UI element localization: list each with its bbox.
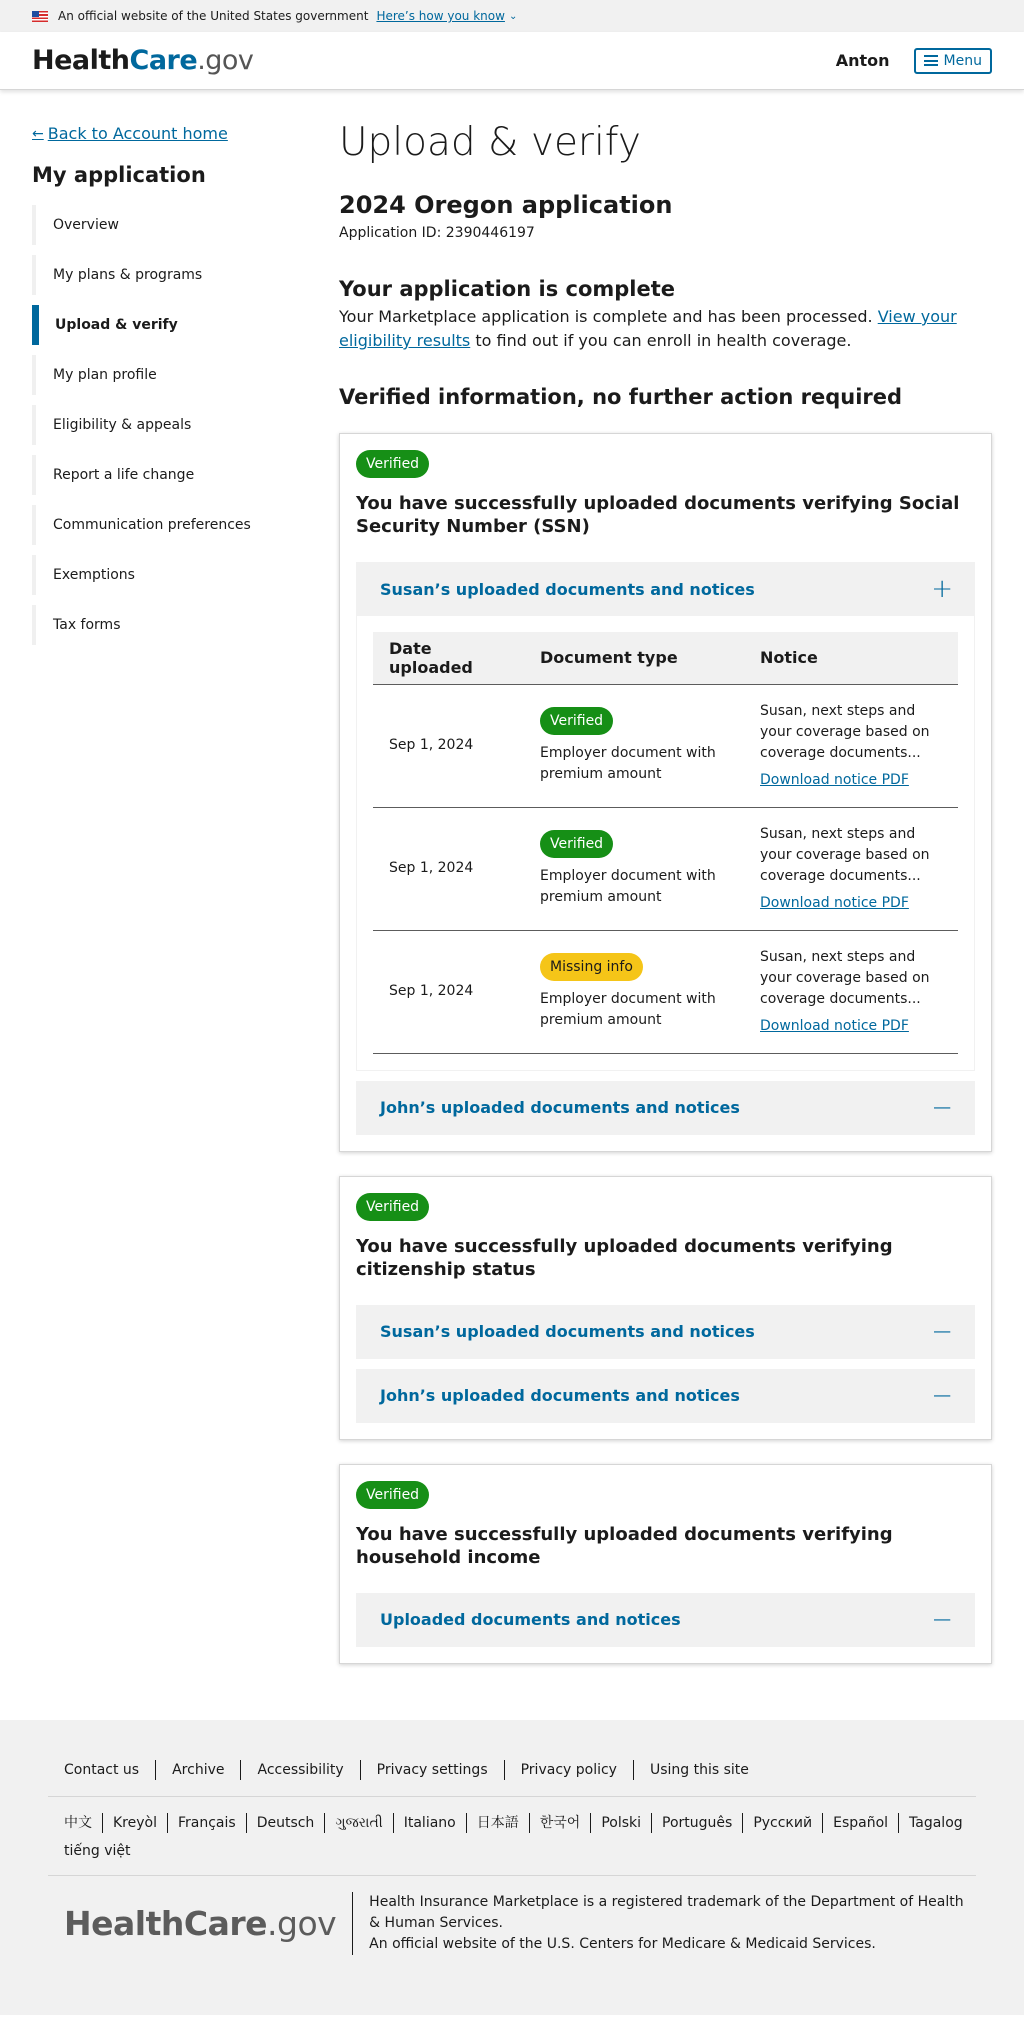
status-badge: Verified: [356, 1481, 429, 1509]
healthcare-logo[interactable]: HealthCare.gov: [32, 45, 254, 76]
download-notice-link[interactable]: Download notice PDF: [760, 894, 909, 911]
status-badge: Verified: [356, 450, 429, 478]
john-documents-accordion[interactable]: John’s uploaded documents and notices −: [356, 1369, 975, 1423]
plus-icon: +: [931, 574, 953, 604]
status-badge: Verified: [540, 707, 613, 735]
susan-documents-accordion[interactable]: Susan’s uploaded documents and notices +: [356, 562, 975, 616]
table-row: [373, 930, 958, 1053]
gov-banner-text: An official website of the United States government: [58, 9, 369, 23]
main-content: [339, 90, 992, 1664]
trademark-text: Health Insurance Marketplace is a registered trademark of the Department of Health & Human Services.: [369, 1893, 964, 1931]
official-site-text: An official website of the U.S. Centers for Medicare & Medicaid Services.: [369, 1935, 876, 1952]
arrow-left-icon: ←: [32, 125, 44, 142]
column-date-uploaded: Date uploaded: [373, 632, 524, 684]
status-badge: Verified: [540, 830, 613, 858]
sidebar-nav: [32, 205, 304, 645]
minus-icon: −: [931, 1604, 953, 1635]
chevron-down-icon[interactable]: ⌄: [508, 10, 518, 22]
uploaded-documents-accordion[interactable]: Uploaded documents and notices −: [356, 1593, 975, 1647]
footer-links: [48, 1760, 976, 1797]
sidebar: [32, 90, 304, 1664]
minus-icon: −: [931, 1092, 953, 1123]
application-title: 2024 Oregon application: [339, 191, 673, 219]
footer-legal-text: [352, 1892, 976, 1955]
sidebar-item-communication-preferences[interactable]: Communication preferences: [32, 505, 304, 545]
document-type-text: Employer document with premium amount: [540, 744, 716, 782]
minus-icon: −: [931, 1380, 953, 1411]
sidebar-item-eligibility-appeals[interactable]: Eligibility & appeals: [32, 405, 304, 445]
heres-how-you-know-link[interactable]: Here’s how you know: [376, 9, 505, 23]
language-link[interactable]: Polski: [590, 1813, 651, 1833]
status-badge: Missing info: [540, 953, 643, 981]
footer-link-privacy-settings[interactable]: Privacy settings: [360, 1760, 504, 1780]
citizenship-verification-card: [339, 1176, 992, 1440]
site-footer: [0, 1720, 1024, 2015]
susan-documents-accordion[interactable]: Susan’s uploaded documents and notices −: [356, 1305, 975, 1359]
complete-heading: Your application is complete: [339, 277, 676, 301]
language-link[interactable]: Português: [651, 1813, 742, 1833]
sidebar-item-upload-verify[interactable]: Upload & verify: [32, 305, 304, 345]
language-links: [48, 1797, 976, 1876]
documents-table: [373, 632, 958, 1054]
status-badge: Verified: [356, 1193, 429, 1221]
language-link[interactable]: Kreyòl: [102, 1813, 167, 1833]
footer-link-accessibility[interactable]: Accessibility: [240, 1760, 359, 1780]
language-link[interactable]: Français: [167, 1813, 246, 1833]
language-link[interactable]: 中文: [64, 1814, 92, 1831]
language-link[interactable]: Español: [822, 1813, 898, 1833]
menu-button[interactable]: [914, 48, 992, 74]
eligibility-results-link[interactable]: View your eligibility results: [339, 307, 957, 350]
application-id: Application ID: 2390446197: [339, 225, 535, 241]
language-link[interactable]: 日本語: [466, 1813, 529, 1833]
sidebar-item-plans-programs[interactable]: My plans & programs: [32, 255, 304, 295]
language-link[interactable]: Deutsch: [246, 1813, 325, 1833]
sidebar-item-tax-forms[interactable]: Tax forms: [32, 605, 304, 645]
footer-bottom: [48, 1876, 976, 1955]
sidebar-item-overview[interactable]: Overview: [32, 205, 304, 245]
language-link[interactable]: tiếng việt: [64, 1842, 131, 1859]
card-title: You have successfully uploaded documents verifying citizenship status: [356, 1235, 893, 1280]
table-row: [373, 684, 958, 807]
income-verification-card: [339, 1464, 992, 1664]
notice-text: Susan, next steps and your coverage based on coverage documents...: [760, 825, 930, 884]
language-link[interactable]: Русский: [742, 1813, 822, 1833]
ssn-verification-card: [339, 433, 992, 1152]
sidebar-title: My application: [32, 163, 206, 187]
language-link[interactable]: Italiano: [393, 1813, 466, 1833]
footer-link-privacy-policy[interactable]: Privacy policy: [504, 1760, 633, 1780]
date-cell: Sep 1, 2024: [373, 807, 524, 930]
table-row: [373, 807, 958, 930]
card-title: You have successfully uploaded documents verifying household income: [356, 1523, 893, 1568]
verified-heading: Verified information, no further action required: [339, 385, 903, 409]
sidebar-item-report-life-change[interactable]: Report a life change: [32, 455, 304, 495]
language-link[interactable]: 한국어: [529, 1813, 591, 1833]
download-notice-link[interactable]: Download notice PDF: [760, 1017, 909, 1034]
page-title: Upload & verify: [339, 120, 641, 165]
site-header: [0, 32, 1024, 90]
notice-text: Susan, next steps and your coverage based on coverage documents...: [760, 702, 930, 761]
minus-icon: −: [931, 1316, 953, 1347]
download-notice-link[interactable]: Download notice PDF: [760, 771, 909, 788]
date-cell: Sep 1, 2024: [373, 684, 524, 807]
footer-link-contact[interactable]: Contact us: [64, 1761, 140, 1778]
menu-label: Menu: [943, 52, 982, 69]
complete-text: Your Marketplace application is complete and has been processed. View your eligibility results to find out if you can enroll in health coverage.: [339, 307, 957, 350]
language-link[interactable]: ગુજરાતી: [324, 1813, 392, 1833]
sidebar-item-exemptions[interactable]: Exemptions: [32, 555, 304, 595]
john-documents-accordion[interactable]: John’s uploaded documents and notices −: [356, 1081, 975, 1135]
sidebar-item-plan-profile[interactable]: My plan profile: [32, 355, 304, 395]
date-cell: Sep 1, 2024: [373, 930, 524, 1053]
column-document-type: Document type: [524, 632, 744, 684]
notice-text: Susan, next steps and your coverage based on coverage documents...: [760, 948, 930, 1007]
us-flag-icon: [32, 11, 48, 22]
back-to-account-link[interactable]: ← Back to Account home: [32, 124, 228, 143]
susan-documents-panel: [356, 616, 975, 1071]
column-notice: Notice: [744, 632, 958, 684]
gov-banner: [0, 0, 1024, 32]
language-link[interactable]: Tagalog: [898, 1813, 973, 1833]
footer-link-using-site[interactable]: Using this site: [633, 1760, 765, 1780]
footer-link-archive[interactable]: Archive: [155, 1760, 240, 1780]
footer-healthcare-logo[interactable]: HealthCare.gov: [64, 1903, 337, 1943]
document-type-text: Employer document with premium amount: [540, 867, 716, 905]
document-type-text: Employer document with premium amount: [540, 990, 716, 1028]
card-title: You have successfully uploaded documents verifying Social Security Number (SSN): [356, 493, 960, 537]
hamburger-icon: [924, 55, 938, 66]
user-name[interactable]: Anton: [835, 51, 890, 70]
